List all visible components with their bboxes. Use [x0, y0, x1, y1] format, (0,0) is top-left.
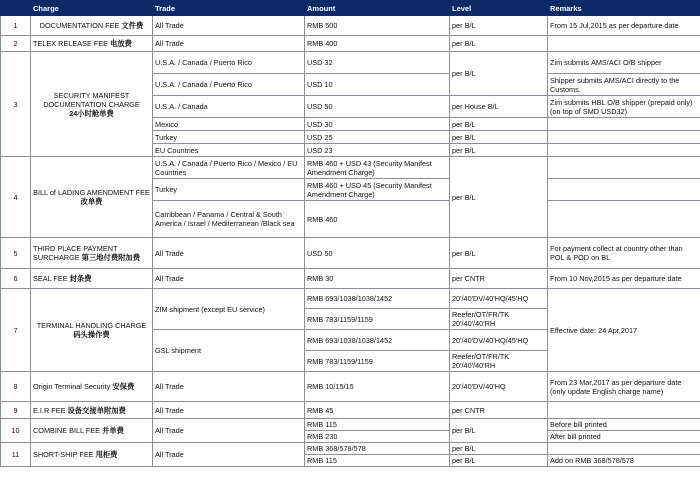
row-number: 9 — [1, 402, 31, 419]
level-cell: per B/L — [450, 238, 548, 269]
header-amount: Amount — [305, 1, 450, 16]
amount-cell: RMB 10/15/15 — [305, 372, 450, 402]
charge-name: SEAL FEE 封条费 — [31, 269, 153, 289]
remarks-cell: For payment collect at country other than POL & POD on BL — [548, 238, 700, 269]
amount-cell: RMB 30 — [305, 269, 450, 289]
trade-cell: Turkey — [153, 131, 305, 144]
remarks-cell — [548, 157, 700, 179]
level-cell: per B/L — [450, 443, 548, 455]
amount-cell: RMB 115 — [305, 419, 450, 431]
trade-cell: All Trade — [153, 238, 305, 269]
level-cell: 20'/40'DV/40'HQ — [450, 372, 548, 402]
row-number: 8 — [1, 372, 31, 402]
row-number: 3 — [1, 52, 31, 157]
trade-cell: Carribbean / Panama / Central & South America / Israel / Mediterranean /Black sea — [153, 201, 305, 238]
row-number: 10 — [1, 419, 31, 443]
remarks-cell: Before bill printed — [548, 419, 700, 431]
charge-name: SHORT-SHIP FEE 甩柜费 — [31, 443, 153, 467]
trade-cell: All Trade — [153, 402, 305, 419]
amount-cell: RMB 460 + USD 43 (Security Manifest Amendment Charge) — [305, 157, 450, 179]
header-level: Level — [450, 1, 548, 16]
level-cell: Reefer/OT/FR/TK 20'/40'/40'RH — [450, 309, 548, 330]
trade-cell: All Trade — [153, 16, 305, 36]
remarks-cell: From 15 Jul,2015 as per departure date — [548, 16, 700, 36]
amount-cell: RMB 693/1038/1038/1452 — [305, 330, 450, 351]
trade-cell: Turkey — [153, 179, 305, 201]
amount-cell: RMB 45 — [305, 402, 450, 419]
level-cell: per B/L — [450, 144, 548, 157]
level-cell: per B/L — [450, 16, 548, 36]
table-row — [1, 16, 700, 36]
remarks-cell: After bill printed — [548, 431, 700, 443]
amount-cell: USD 30 — [305, 118, 450, 131]
table-row — [1, 269, 700, 289]
table-row — [1, 372, 700, 402]
amount-cell: USD 23 — [305, 144, 450, 157]
amount-cell: RMB 460 + USD 45 (Security Manifest Amendment Charge) — [305, 179, 450, 201]
charge-name: Origin Terminal Security 安保费 — [31, 372, 153, 402]
table-row — [1, 419, 700, 431]
amount-cell: RMB 693/1038/1038/1452 — [305, 289, 450, 309]
level-cell: per B/L — [450, 419, 548, 443]
row-number: 6 — [1, 269, 31, 289]
table-row — [1, 157, 700, 179]
charge-name: THIRD PLACE PAYMENT SURCHARGE 第三地付费附加费 — [31, 238, 153, 269]
level-cell: Reefer/OT/FR/TK 20'/40'/40'RH — [450, 351, 548, 372]
amount-cell: RMB 230 — [305, 431, 450, 443]
trade-cell: All Trade — [153, 372, 305, 402]
row-number: 7 — [1, 289, 31, 372]
table-row — [1, 52, 700, 74]
level-cell: 20'/40'DV/40'HQ/45'HQ — [450, 289, 548, 309]
trade-cell: U.S.A. / Canada / Puerto Rico / Mexico / EU Countries — [153, 157, 305, 179]
charge-name: BILL of LADING AMENDMENT FEE 改单费 — [31, 157, 153, 238]
level-cell: per B/L — [450, 52, 548, 96]
level-cell: per B/L — [450, 157, 548, 238]
level-cell: per B/L — [450, 118, 548, 131]
charge-name: COMBINE BILL FEE 并单费 — [31, 419, 153, 443]
charge-name: SECURITY MANIFEST DOCUMENTATION CHARGE 24小时舱单费 — [31, 52, 153, 157]
amount-cell: USD 50 — [305, 238, 450, 269]
amount-cell: RMB 500 — [305, 16, 450, 36]
trade-cell: All Trade — [153, 419, 305, 443]
remarks-cell: Zim submits HBL O/B shipper (prepaid only) (on top of SMD USD32) — [548, 96, 700, 118]
charge-name: E.I.R FEE 设备交接单附加费 — [31, 402, 153, 419]
amount-cell: RMB 368/578/578 — [305, 443, 450, 455]
trade-cell: GSL shipment — [153, 330, 305, 372]
table-row — [1, 443, 700, 455]
amount-cell: USD 32 — [305, 52, 450, 74]
level-cell: 20'/40'DV/40'HQ/45'HQ — [450, 330, 548, 351]
amount-cell: RMB 460 — [305, 201, 450, 238]
row-number: 1 — [1, 16, 31, 36]
amount-cell: USD 50 — [305, 96, 450, 118]
table-row — [1, 238, 700, 269]
header-charge: Charge — [31, 1, 153, 16]
remarks-cell: From 23 Mar,2017 as per departure date (only update English charge name) — [548, 372, 700, 402]
amount-cell: RMB 400 — [305, 36, 450, 52]
row-number: 2 — [1, 36, 31, 52]
trade-cell: All Trade — [153, 269, 305, 289]
trade-cell: ZIM shipment (except EU service) — [153, 289, 305, 330]
remarks-cell — [548, 179, 700, 201]
remarks-cell — [548, 36, 700, 52]
remarks-cell — [548, 443, 700, 455]
trade-cell: All Trade — [153, 36, 305, 52]
header-row — [1, 1, 700, 16]
remarks-cell: Shipper submits AMS/ACI directly to the Customs. — [548, 74, 700, 96]
remarks-cell — [548, 131, 700, 144]
row-number: 4 — [1, 157, 31, 238]
remarks-cell: Effective date: 24 Apr,2017 — [548, 289, 700, 372]
row-number: 11 — [1, 443, 31, 467]
amount-cell: USD 10 — [305, 74, 450, 96]
remarks-cell: Add on RMB 368/578/578 — [548, 455, 700, 467]
table-row — [1, 289, 700, 309]
trade-cell: U.S.A. / Canada / Puerto Rico — [153, 74, 305, 96]
amount-cell: RMB 783/1159/1159 — [305, 351, 450, 372]
level-cell: per CNTR — [450, 269, 548, 289]
level-cell: per House B/L — [450, 96, 548, 118]
header-no — [1, 1, 31, 16]
charge-name: TERMINAL HANDLING CHARGE 码头操作费 — [31, 289, 153, 372]
header-remarks: Remarks — [548, 1, 700, 16]
level-cell: per CNTR — [450, 402, 548, 419]
table-row — [1, 36, 700, 52]
table-row — [1, 402, 700, 419]
level-cell: per B/L — [450, 455, 548, 467]
amount-cell: RMB 115 — [305, 455, 450, 467]
charge-name: TELEX RELEASE FEE 电放费 — [31, 36, 153, 52]
remarks-cell: From 10 Nov,2015 as per departure date — [548, 269, 700, 289]
remarks-cell: Zim submits AMS/ACI O/B shipper — [548, 52, 700, 74]
trade-cell: U.S.A. / Canada / Puerto Rico — [153, 52, 305, 74]
remarks-cell — [548, 144, 700, 157]
trade-cell: EU Countries — [153, 144, 305, 157]
trade-cell: Mexico — [153, 118, 305, 131]
row-number: 5 — [1, 238, 31, 269]
remarks-cell — [548, 118, 700, 131]
trade-cell: All Trade — [153, 443, 305, 467]
remarks-cell — [548, 402, 700, 419]
header-trade: Trade — [153, 1, 305, 16]
level-cell: per B/L — [450, 36, 548, 52]
amount-cell: USD 25 — [305, 131, 450, 144]
remarks-cell — [548, 201, 700, 238]
trade-cell: U.S.A. / Canada — [153, 96, 305, 118]
charge-name: DOCUMENTATION FEE 文件费 — [31, 16, 153, 36]
level-cell: per B/L — [450, 131, 548, 144]
amount-cell: RMB 783/1159/1159 — [305, 309, 450, 330]
